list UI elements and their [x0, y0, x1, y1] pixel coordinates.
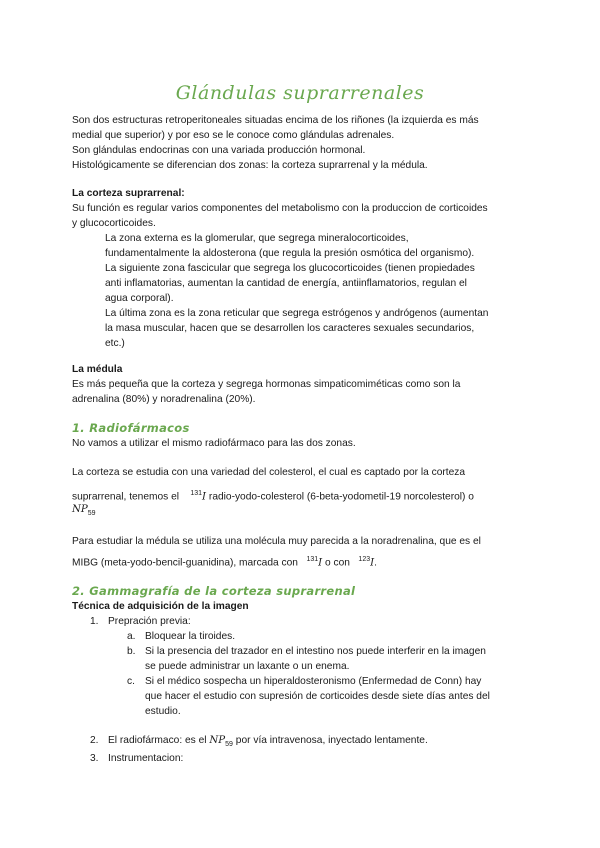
list-item: Instrumentacion:: [108, 753, 184, 764]
section-2-heading: 2. Gammagrafía de la corteza suprarrenal: [72, 584, 356, 598]
section-1-heading: 1. Radiofármacos: [72, 421, 190, 435]
intro-line: medial que superior) y por eso se le conoce como glándulas adrenales.: [72, 130, 395, 141]
sec1-line: No vamos a utilizar el mismo radiofármaco para las dos zonas.: [72, 438, 356, 449]
medula-text: adrenalina (80%) y noradrenalina (20%).: [72, 394, 256, 405]
corteza-heading: La corteza suprarrenal:: [72, 188, 185, 199]
sub-item: estudio.: [145, 706, 181, 717]
medula-text: Es más pequeña que la corteza y segrega hormonas simpaticomiméticas como son la: [72, 379, 461, 390]
zone-line: La siguiente zona fascicular que segrega los glucocorticoides (tienen propiedades: [105, 263, 475, 274]
sub-item: Si el médico sospecha un hiperaldosteronismo (Enfermedad de Conn) hay: [145, 676, 482, 687]
sub-letter: a.: [127, 631, 136, 642]
zone-line: anti inflamatorias, aumentan la cantidad de energía, antiinflamatorios, regulan el: [105, 278, 467, 289]
np59-line: $NP_{59}$: [72, 504, 96, 518]
zone-line: fundamentalmente la aldosterona (que regula la presión osmótica del organismo).: [105, 248, 475, 259]
sub-letter: c.: [127, 676, 135, 687]
sub-item: que hacer el estudio con supresión de corticoides desde siete días antes del: [145, 691, 490, 702]
sec1-line: La corteza se estudia con una variedad del colesterol, el cual es captado por la corteza: [72, 467, 466, 478]
corteza-text: Su función es regular varios componentes del metabolismo con la produccion de corticoides: [72, 203, 488, 214]
list-item: El radiofármaco: es el $NP_{59}$ por vía intravenosa, inyectado lentamente.: [108, 735, 428, 749]
zone-line: agua corporal).: [105, 293, 174, 304]
zone-line: La zona externa es la glomerular, que segrega mineralocorticoides,: [105, 233, 409, 244]
intro-paragraph: [72, 113, 534, 173]
sec1-line: Para estudiar la médula se utiliza una molécula muy parecida a la noradrenalina, que es el: [72, 536, 481, 547]
sec2-subheading: Técnica de adquisición de la imagen: [72, 601, 249, 612]
corteza-text: y glucocorticoides.: [72, 218, 156, 229]
list-item: Prepración previa:: [108, 616, 191, 627]
corteza-zones: [105, 231, 525, 351]
isotope-131: 131: [190, 490, 203, 497]
sub-item: Bloquear la tiroides.: [145, 631, 236, 642]
medula-section: [72, 362, 534, 407]
sec1-line-mibg: MIBG (meta-yodo-bencil-guanidina), marcada con $^{131}$I o con $^{123}$I.: [72, 556, 377, 569]
sub-item: Si la presencia del trazador en el intestino nos puede interferir en la imagen: [145, 646, 486, 657]
page-title: Glándulas suprarrenales: [175, 82, 425, 104]
list-number: 2.: [90, 735, 99, 746]
list-number: 3.: [90, 753, 99, 764]
medula-heading: La médula: [72, 364, 123, 375]
intro-line: Son dos estructuras retroperitoneales situadas encima de los riñones (la izquierda es más: [72, 115, 479, 126]
list-number: 1.: [90, 616, 99, 627]
intro-line: Histológicamente se diferencian dos zonas: la corteza suprarrenal y la médula.: [72, 160, 428, 171]
sec1-line-iso: suprarrenal, tenemos el $^{131}$I radio-yodo-colesterol (6-beta-yodometil-19 norcolesterol) o: [72, 490, 474, 503]
zone-line: la masa muscular, hacen que se desarrollen los caracteres sexuales secundarios,: [105, 323, 475, 334]
sub-item: se puede administrar un laxante o un enema.: [145, 661, 350, 672]
intro-line: Son glándulas endocrinas con una variada producción hormonal.: [72, 145, 366, 156]
sub-letter: b.: [127, 646, 136, 657]
corteza-section: [72, 186, 534, 231]
zone-line: etc.): [105, 338, 125, 349]
zone-line: La última zona es la zona reticular que segrega estrógenos y andrógenos (aumentan: [105, 308, 489, 319]
